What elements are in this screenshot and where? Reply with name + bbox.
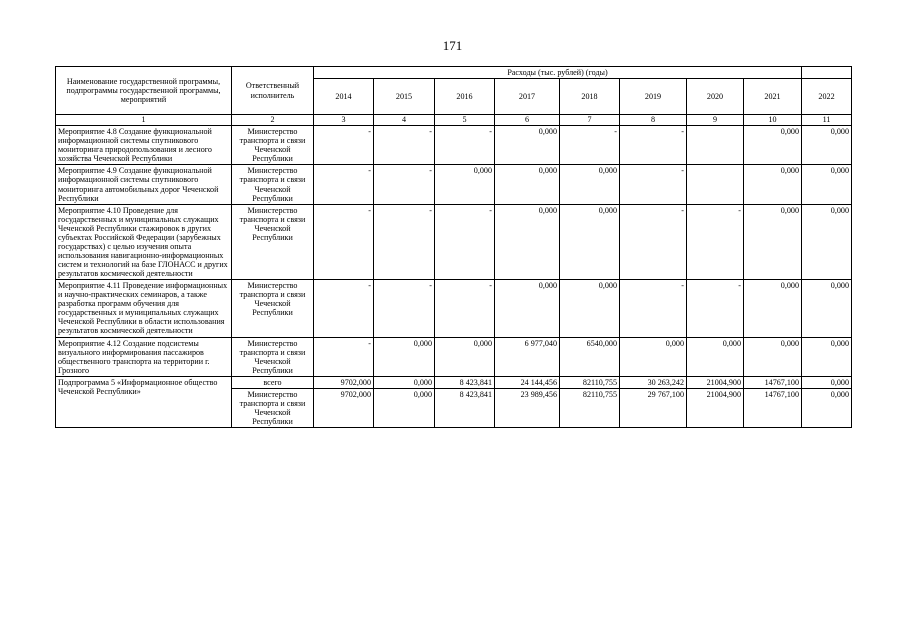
- header-year: 2015: [374, 79, 435, 115]
- responsible-executor: Министерство транспорта и связи Чеченской Республики: [232, 388, 314, 427]
- header-name-column: Наименование государственной программы, подпрограммы государственной программы, мероприятий: [56, 67, 232, 115]
- header-expenses-blank: [802, 67, 852, 79]
- expense-value: -: [374, 280, 435, 337]
- expense-value: -: [314, 204, 374, 280]
- expense-value: -: [620, 165, 687, 204]
- table-row: [56, 280, 852, 337]
- expense-value: -: [687, 280, 744, 337]
- column-number: 11: [802, 115, 852, 126]
- measure-name: Мероприятие 4.10 Проведение для государственных и муниципальных служащих Чеченской Республики стажировок в других субъектах Российской Федерации (зарубежных государствах) с целью изучения опыта использования навигационно-информационных систем и технологий на базе ГЛОНАСС и других результатов космической деятельности: [56, 204, 232, 280]
- subprogram-value: 14767,100: [744, 376, 802, 388]
- subprogram-value: 21004,900: [687, 388, 744, 427]
- expense-value: -: [314, 337, 374, 376]
- column-number: 3: [314, 115, 374, 126]
- expense-value: 0,000: [435, 165, 495, 204]
- subprogram-value: 8 423,841: [435, 376, 495, 388]
- responsible-executor: Министерство транспорта и связи Чеченской Республики: [232, 126, 314, 165]
- responsible-executor: Министерство транспорта и связи Чеченской Республики: [232, 204, 314, 280]
- responsible-executor: Министерство транспорта и связи Чеченской Республики: [232, 165, 314, 204]
- expense-value: 0,000: [374, 337, 435, 376]
- subprogram-value: 9702,000: [314, 388, 374, 427]
- header-year: 2017: [495, 79, 560, 115]
- table-row: [56, 126, 852, 165]
- expense-value: [687, 126, 744, 165]
- expense-value: -: [620, 204, 687, 280]
- expense-value: -: [374, 204, 435, 280]
- expense-value: -: [620, 280, 687, 337]
- expense-value: 0,000: [744, 165, 802, 204]
- header-year: 2016: [435, 79, 495, 115]
- expense-value: -: [560, 126, 620, 165]
- expense-value: 0,000: [744, 204, 802, 280]
- expense-value: 0,000: [744, 126, 802, 165]
- column-number: 2: [232, 115, 314, 126]
- expense-value: 0,000: [802, 337, 852, 376]
- expense-value: 0,000: [495, 280, 560, 337]
- expense-value: 0,000: [560, 204, 620, 280]
- expense-value: 0,000: [802, 280, 852, 337]
- subprogram-value: 29 767,100: [620, 388, 687, 427]
- expense-value: 0,000: [802, 126, 852, 165]
- expense-value: 0,000: [744, 280, 802, 337]
- measure-name: Мероприятие 4.11 Проведение информационных и научно-практических семинаров, а также разработка программ обучения для государственных и муниципальных служащих Чеченской Республики в области использования результатов космической деятельности: [56, 280, 232, 337]
- subprogram-value: 0,000: [802, 376, 852, 388]
- header-year: 2021: [744, 79, 802, 115]
- expense-value: 0,000: [687, 337, 744, 376]
- expense-value: 0,000: [744, 337, 802, 376]
- expense-value: 0,000: [435, 337, 495, 376]
- column-number: 9: [687, 115, 744, 126]
- subprogram-total-row: [56, 376, 852, 388]
- subprogram-value: 0,000: [374, 388, 435, 427]
- expense-value: 0,000: [802, 165, 852, 204]
- subprogram-value: 82110,755: [560, 376, 620, 388]
- column-number: 8: [620, 115, 687, 126]
- subprogram-value: 9702,000: [314, 376, 374, 388]
- column-number: 7: [560, 115, 620, 126]
- header-year: 2022: [802, 79, 852, 115]
- expense-value: 0,000: [620, 337, 687, 376]
- responsible-executor: Министерство транспорта и связи Чеченской Республики: [232, 337, 314, 376]
- expense-value: -: [314, 126, 374, 165]
- subprogram-value: 0,000: [374, 376, 435, 388]
- column-number: 1: [56, 115, 232, 126]
- subprogram-value: 8 423,841: [435, 388, 495, 427]
- table-row: [56, 337, 852, 376]
- subprogram-value: 0,000: [802, 388, 852, 427]
- expense-value: 6540,000: [560, 337, 620, 376]
- responsible-executor: Министерство транспорта и связи Чеченской Республики: [232, 280, 314, 337]
- expense-value: -: [620, 126, 687, 165]
- subprogram-value: 23 989,456: [495, 388, 560, 427]
- page-number: 171: [442, 38, 463, 53]
- measure-name: Мероприятие 4.8 Создание функциональной информационной системы спутникового мониторинга природопользования и лесного хозяйства Чеченской Республики: [56, 126, 232, 165]
- measure-name: Мероприятие 4.9 Создание функциональной информационной системы спутникового мониторинга автомобильных дорог Чеченской Республики: [56, 165, 232, 204]
- column-number: 6: [495, 115, 560, 126]
- header-year: 2014: [314, 79, 374, 115]
- subprogram-value: 21004,900: [687, 376, 744, 388]
- expense-value: 0,000: [802, 204, 852, 280]
- expense-value: -: [314, 280, 374, 337]
- subprogram-value: 14767,100: [744, 388, 802, 427]
- header-year: 2018: [560, 79, 620, 115]
- measure-name: Мероприятие 4.12 Создание подсистемы визуального информирования пассажиров общественного транспорта на территории г. Грозного: [56, 337, 232, 376]
- column-number-row: [56, 115, 852, 126]
- expense-value: 6 977,040: [495, 337, 560, 376]
- expense-value: -: [314, 165, 374, 204]
- column-number: 4: [374, 115, 435, 126]
- header-responsible-column: Ответственный исполнитель: [232, 67, 314, 115]
- expense-value: -: [435, 126, 495, 165]
- header-year: 2019: [620, 79, 687, 115]
- column-number: 5: [435, 115, 495, 126]
- budget-table: [55, 66, 852, 428]
- header-year: 2020: [687, 79, 744, 115]
- table-row: [56, 165, 852, 204]
- expense-value: -: [435, 280, 495, 337]
- expense-value: 0,000: [560, 280, 620, 337]
- table-row: [56, 204, 852, 280]
- expense-value: -: [374, 165, 435, 204]
- expense-value: 0,000: [495, 165, 560, 204]
- subprogram-value: 82110,755: [560, 388, 620, 427]
- header-expenses-title: Расходы (тыс. рублей) (годы): [314, 67, 802, 79]
- subprogram-value: 24 144,456: [495, 376, 560, 388]
- expense-value: 0,000: [495, 126, 560, 165]
- subprogram-total-label: всего: [232, 376, 314, 388]
- expense-value: 0,000: [495, 204, 560, 280]
- expense-value: -: [687, 204, 744, 280]
- expense-value: [687, 165, 744, 204]
- expense-value: -: [374, 126, 435, 165]
- expense-value: -: [435, 204, 495, 280]
- subprogram-value: 30 263,242: [620, 376, 687, 388]
- subprogram-name: Подпрограмма 5 «Информационное общество Чеченской Республики»: [56, 376, 232, 427]
- expense-value: 0,000: [560, 165, 620, 204]
- column-number: 10: [744, 115, 802, 126]
